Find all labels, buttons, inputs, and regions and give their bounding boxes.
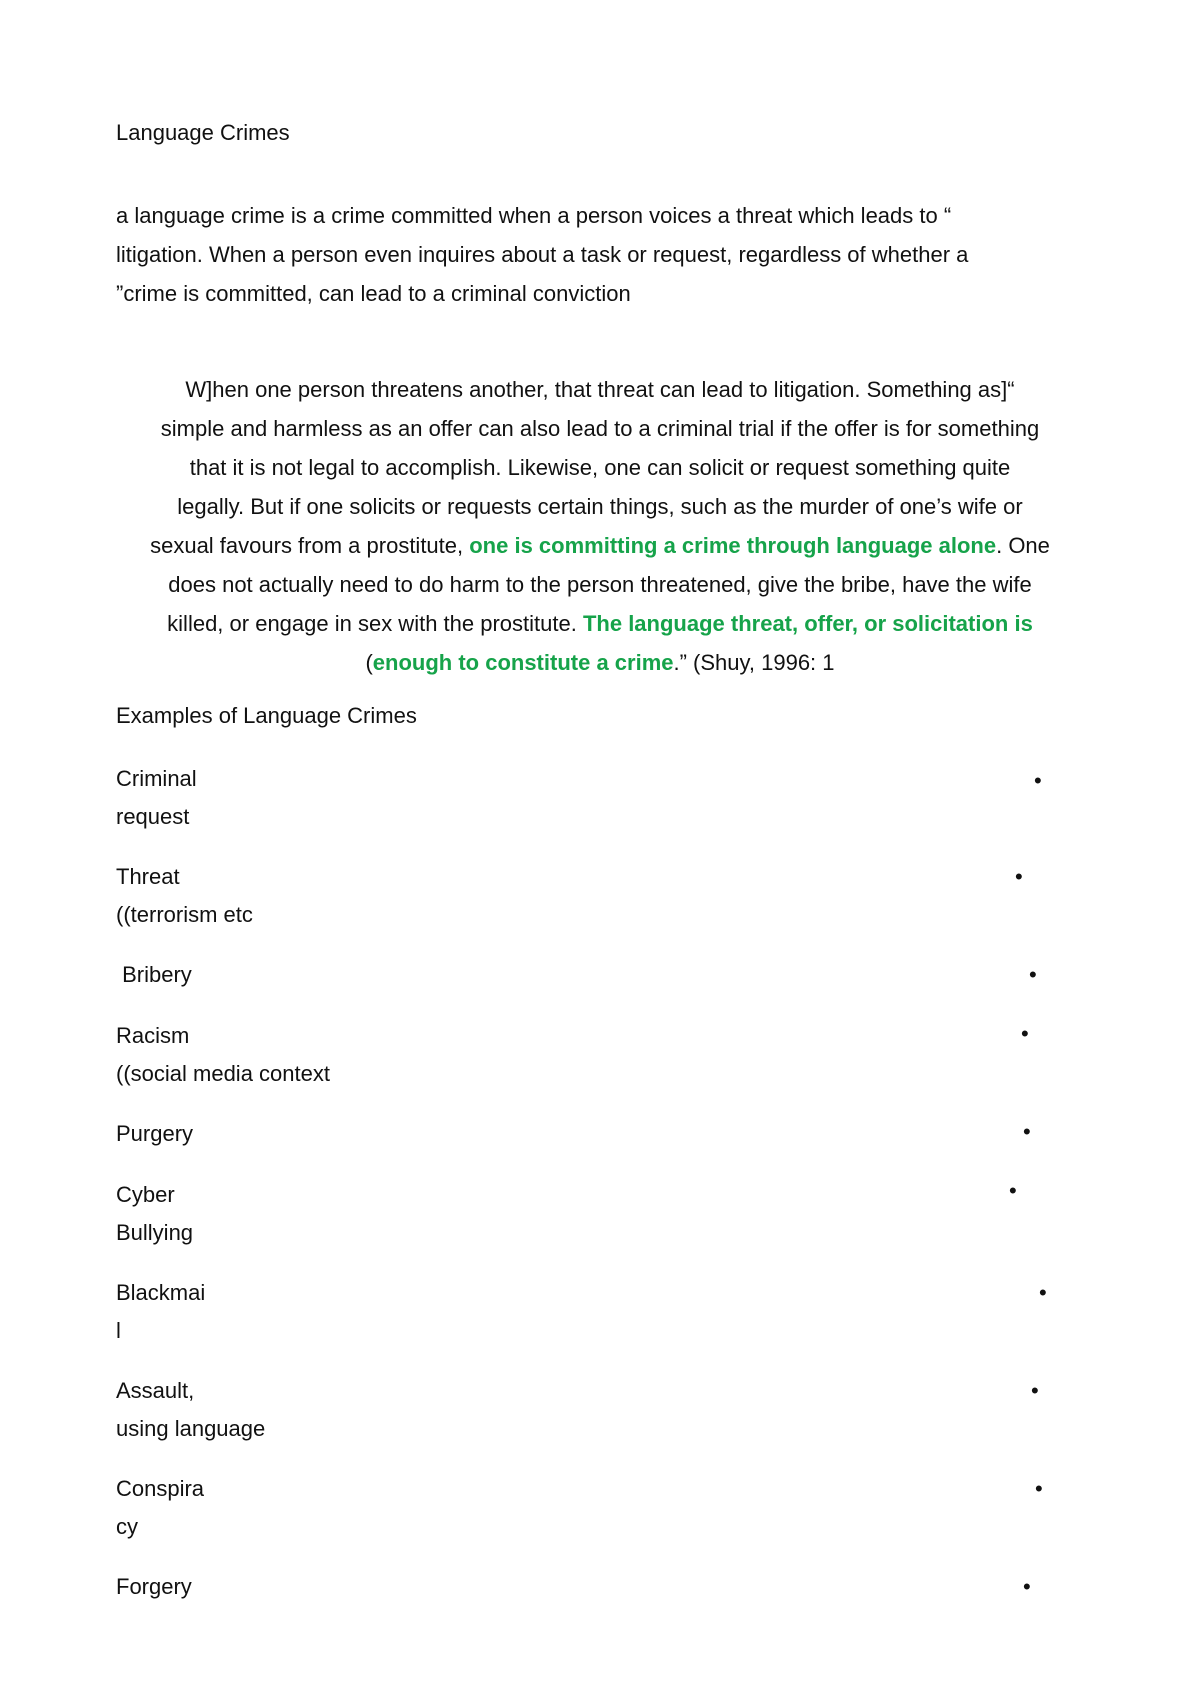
bullet-icon: • [1031,1378,1039,1403]
list-item [116,1470,204,1546]
quote-text: . One [996,533,1050,558]
list-item-label: Threat [116,864,180,889]
list-item-label: ((social media context [116,1061,330,1086]
list-item-label: Purgery [116,1121,194,1146]
highlighted-text: one is committing a crime through language alone [469,533,997,558]
intro-line: litigation. When a person even inquires about a task or request, regardless of whether a [116,242,969,267]
list-item-label: Blackmai [116,1280,206,1305]
intro-line: ”crime is committed, can lead to a criminal conviction [116,281,631,306]
quote-text: killed, or engage in sex with the prostitute. [167,611,583,636]
bullet-icon: • [1039,1280,1047,1305]
highlighted-text: The language threat, offer, or solicitation is [582,611,1033,636]
list-item [116,1274,205,1350]
highlighted-text: enough to constitute a crime [372,650,674,675]
list-item-label: ((terrorism etc [116,902,253,927]
bullet-icon: • [1015,864,1023,889]
quote-line: that it is not legal to accomplish. Likewise, one can solicit or request something quite [189,455,1011,480]
quote-line: legally. But if one solicits or requests certain things, such as the murder of one’s wife or [177,494,1023,519]
list-item [116,956,192,994]
list-item-label: Bullying [116,1220,194,1245]
list-item-label: cy [116,1514,138,1539]
list-item-label: Cyber [116,1182,175,1207]
bullet-icon: • [1035,1476,1043,1501]
list-item [116,1568,192,1606]
bullet-icon: • [1021,1021,1029,1046]
bullet-icon: • [1009,1178,1017,1203]
list-item [116,1017,330,1093]
list-item-label: request [116,804,190,829]
quote-line: W]hen one person threatens another, that threat can lead to litigation. Something as]“ [185,377,1015,402]
quote-line [110,604,1090,643]
quote-text: ( [365,650,373,675]
intro-paragraph [116,196,1076,313]
bullet-icon: • [1034,768,1042,793]
examples-heading: Examples of Language Crimes [116,703,417,728]
list-item-label: Assault, [116,1378,195,1403]
document-title: Language Crimes [116,120,290,145]
bullet-icon: • [1023,1119,1031,1144]
list-item-label: l [116,1318,121,1343]
list-item-label: Racism [116,1023,190,1048]
quote-text: sexual favours from a prostitute, [150,533,470,558]
list-item-label: using language [116,1416,266,1441]
list-item [116,1372,265,1448]
quote-line [110,643,1090,682]
quote-line [110,526,1090,565]
bullet-icon: • [1023,1574,1031,1599]
list-item-label: Forgery [116,1574,192,1599]
list-item [116,858,253,934]
list-item-label: Conspira [116,1476,205,1501]
list-item [116,760,197,836]
list-item-label: Criminal [116,766,197,791]
quote-paragraph [110,370,1090,682]
list-item [116,1115,193,1153]
intro-line: a language crime is a crime committed when a person voices a threat which leads to “ [116,203,952,228]
list-item [116,1176,193,1252]
bullet-icon: • [1029,962,1037,987]
quote-line: simple and harmless as an offer can also lead to a criminal trial if the offer is for something [160,416,1040,441]
citation-text: .” (Shuy, 1996: 1 [673,650,835,675]
list-item-label: Bribery [116,962,192,987]
quote-line: does not actually need to do harm to the person threatened, give the bribe, have the wife [168,572,1032,597]
